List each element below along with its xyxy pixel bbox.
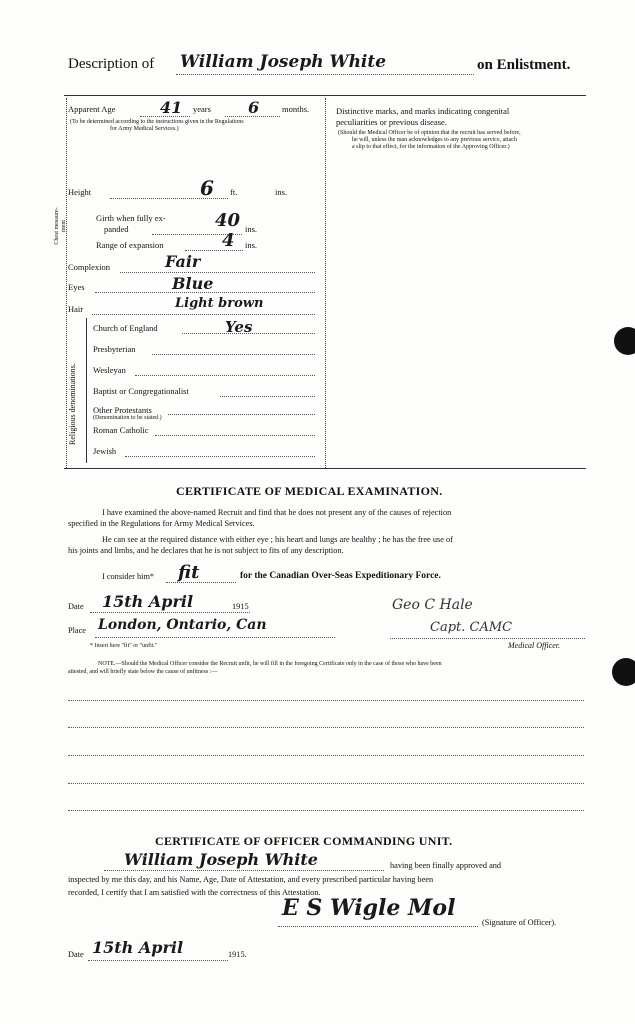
punch-hole-top (614, 327, 635, 355)
religion-bracket (86, 318, 87, 463)
fit-value: fit (178, 562, 200, 583)
range-unit: ins. (245, 240, 258, 250)
religion-other: Other Protestants (93, 405, 152, 415)
unfit-line-2 (68, 727, 584, 728)
age-months-label: months. (282, 104, 310, 114)
med-date-line (90, 612, 250, 613)
commanding-date-label: Date (68, 950, 84, 959)
religion-side-label: Religious denominations. (68, 363, 77, 445)
height-unit-ins: ins. (275, 187, 288, 197)
age-label: Apparent Age (68, 104, 116, 114)
range-label: Range of expansion (96, 240, 164, 250)
unfit-line-3 (68, 755, 584, 756)
age-note-1: (To be determined according to the instructions given in the Regulations (70, 119, 244, 125)
medical-para2-line1: He can see at the required distance with either eye ; his heart and lungs are healthy ; he has the free use of (102, 535, 453, 544)
recruit-name: William Joseph White (180, 52, 387, 72)
commanding-name-line (104, 870, 384, 871)
girth-label-1: Girth when fully ex- (96, 213, 166, 223)
commanding-date-value: 15th April (92, 938, 184, 957)
eyes-value: Blue (172, 274, 214, 293)
hair-line (92, 314, 315, 315)
medical-heading: CERTIFICATE OF MEDICAL EXAMINATION. (176, 484, 443, 498)
title-underline (176, 74, 474, 75)
commanding-heading: CERTIFICATE OF OFFICER COMMANDING UNIT. (155, 834, 453, 848)
coe-line (182, 333, 315, 334)
height-unit-ft: ft. (230, 187, 238, 197)
religion-jewish: Jewish (93, 446, 117, 456)
fit-line (166, 582, 236, 583)
complexion-value: Fair (165, 252, 201, 271)
commanding-sig-line (278, 926, 478, 927)
age-years: 41 (160, 98, 183, 117)
religion-coe-mark: Yes (225, 318, 253, 336)
hair-value: Light brown (175, 296, 264, 311)
complexion-line (120, 272, 315, 273)
med-place-line (95, 637, 335, 638)
marks-note-2: he will, unless the man acknowledges to any previous service, attach (352, 137, 517, 143)
height-line (110, 198, 228, 199)
commanding-date-line (88, 960, 228, 961)
medical-signature-rank: Capt. CAMC (430, 620, 513, 635)
mid-rule (64, 468, 586, 469)
consider-suffix: for the Canadian Over-Seas Expeditionary Force. (240, 571, 441, 581)
med-place-value: London, Ontario, Can (98, 617, 267, 633)
religion-other-note: (Denomination to be stated.) (93, 415, 162, 421)
girth-label-2: panded (104, 224, 129, 234)
commanding-line2: inspected by me this day, and his Name, Age, Date of Attestation, and every prescribed particular having been (68, 875, 434, 884)
complexion-label: Complexion (68, 262, 111, 272)
wesleyan-line (135, 375, 315, 376)
marks-note-1: (Should the Medical Officer be of opinion that the recruit has served before, (338, 130, 521, 136)
marks-note-3: a slip to that effect, for the information of the Approving Officer.) (352, 144, 510, 150)
eyes-label: Eyes (68, 282, 85, 292)
marks-label-2: peculiarities or previous disease. (336, 117, 447, 127)
religion-wesleyan: Wesleyan (93, 365, 126, 375)
medical-para2-line2: his joints and limbs, and he declares that he is not subject to fits of any description. (68, 546, 344, 555)
age-months-line (225, 116, 280, 117)
medical-para1-line1: I have examined the above-named Recruit and find that he does not present any of the causes of rejection (102, 508, 452, 517)
medical-signature: Geo C Hale (392, 597, 473, 613)
hair-label: Hair (68, 304, 84, 314)
age-months: 6 (248, 98, 260, 117)
jewish-line (125, 456, 315, 457)
title-prefix: Description of (68, 56, 155, 72)
rc-line (155, 435, 315, 436)
unfit-line-4 (68, 783, 584, 784)
chest-side-label: Chest measure-ment (54, 207, 67, 245)
left-border (66, 98, 67, 468)
commanding-year: 1915. (228, 950, 247, 959)
commanding-name: William Joseph White (124, 850, 318, 869)
medical-para1-line2: specified in the Regulations for Army Medical Services. (68, 519, 255, 528)
note-line1: NOTE.—Should the Medical Officer consider the Recruit unfit, he will fill in the foregoing Certificate only in the case of those who have been (98, 661, 442, 667)
note-line2: attested, and will briefly state below the cause of unfitness :— (68, 669, 218, 675)
med-date-value: 15th April (102, 592, 194, 611)
baptist-line (220, 396, 315, 397)
medical-officer-label: Medical Officer. (508, 641, 560, 650)
med-year: 1915 (232, 602, 249, 611)
punch-hole-bottom (612, 658, 635, 686)
commanding-line1-suffix: having been finally approved and (390, 861, 502, 870)
commanding-line3: recorded, I certify that I am satisfied with the correctness of this Attestation. (68, 888, 321, 897)
top-rule (64, 95, 586, 96)
unfit-line-1 (68, 700, 584, 701)
marks-label-1: Distinctive marks, and marks indicating congenital (336, 106, 510, 116)
commanding-signature-label: (Signature of Officer). (482, 918, 557, 927)
med-place-label: Place (68, 626, 86, 635)
height-label: Height (68, 187, 92, 197)
religion-baptist: Baptist or Congregationalist (93, 386, 189, 396)
age-years-label: years (193, 104, 211, 114)
age-years-line (140, 116, 190, 117)
age-note-2: for Army Medical Services.) (110, 126, 179, 132)
unfit-line-5 (68, 810, 584, 811)
column-divider (325, 98, 326, 468)
range-line (185, 250, 243, 251)
girth-unit: ins. (245, 224, 258, 234)
presby-line (152, 354, 315, 355)
other-line (168, 414, 315, 415)
med-date-label: Date (68, 602, 84, 611)
range-value: 4 (222, 230, 235, 251)
commanding-signature: E S Wigle Mol (282, 895, 456, 921)
consider-prefix: I consider him* (102, 572, 155, 581)
insert-note: * Insert here "fit" or "unfit." (90, 643, 158, 649)
title-suffix: on Enlistment. (477, 57, 571, 73)
med-sig-line (390, 638, 585, 639)
religion-coe: Church of England (93, 323, 158, 333)
religion-presbyterian: Presbyterian (93, 344, 136, 354)
girth-value: 40 (215, 210, 241, 231)
height-value: 6 (200, 176, 214, 200)
religion-rc: Roman Catholic (93, 425, 149, 435)
eyes-line (95, 292, 315, 293)
